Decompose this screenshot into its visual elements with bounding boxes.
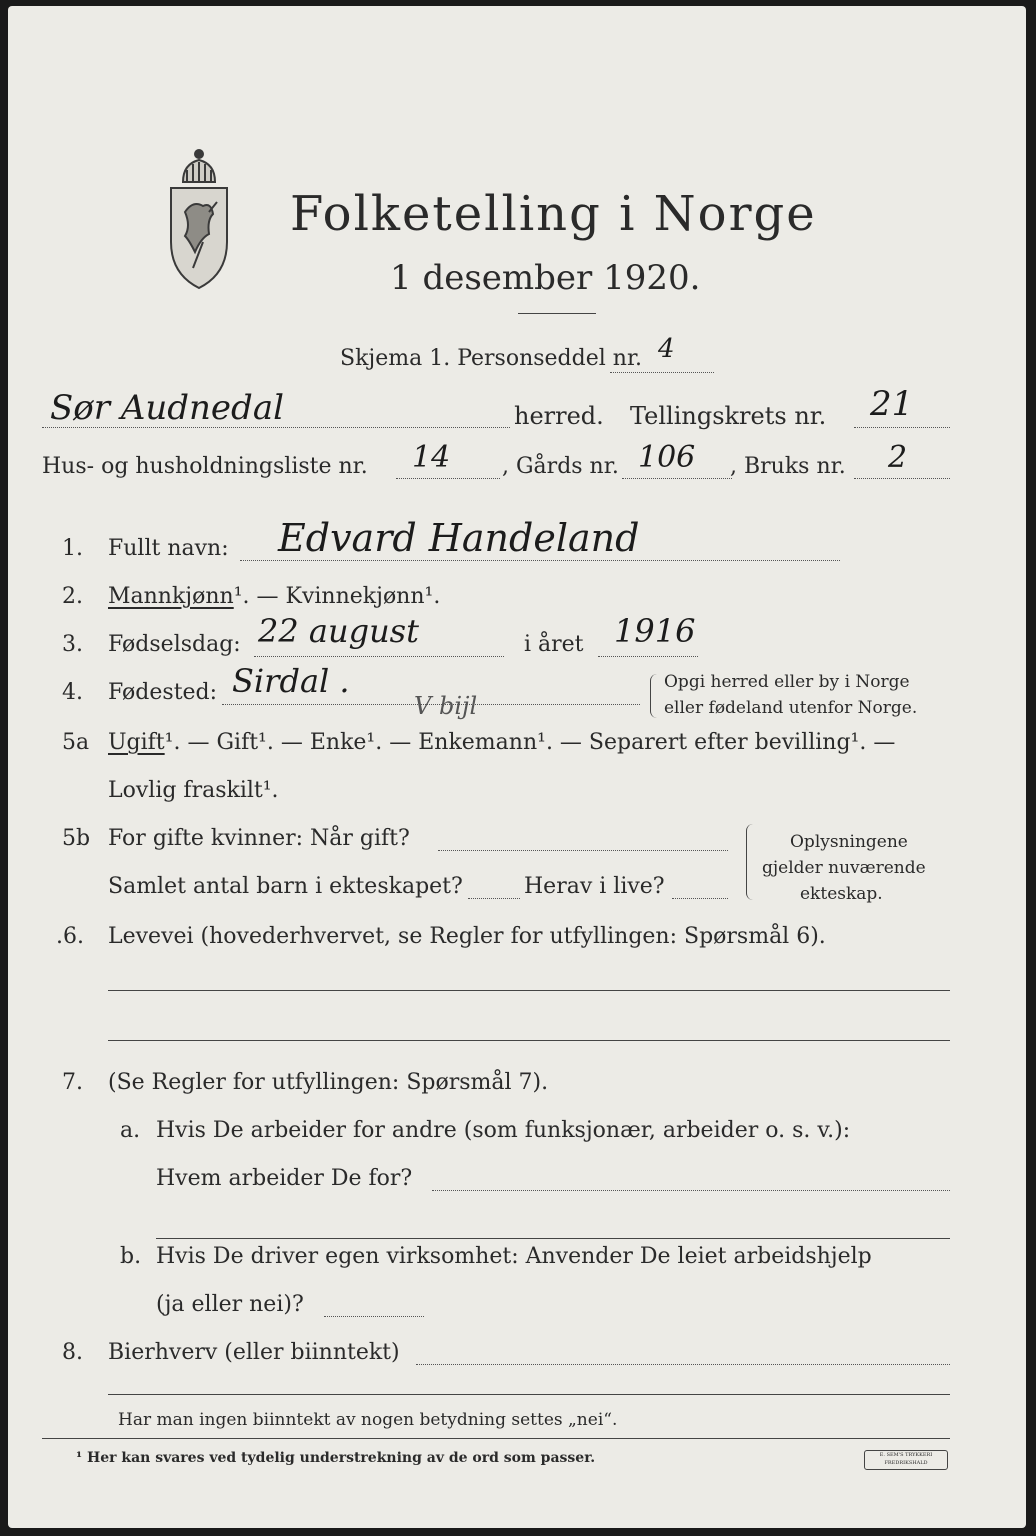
schema-label: Skjema 1. Personseddel nr. <box>340 346 643 371</box>
q7a-number: a. <box>120 1118 141 1143</box>
footer-divider <box>42 1438 950 1439</box>
q5a-number: 5a <box>62 730 90 755</box>
q3-label: Fødselsdag: <box>108 632 241 657</box>
q7a-text2: Hvem arbeider De for? <box>156 1166 413 1191</box>
bruks-value: 2 <box>888 440 908 475</box>
q5a-options <box>108 730 895 755</box>
q6-answer-line2 <box>108 1040 950 1041</box>
q8-answer-line <box>108 1394 950 1395</box>
schema-value: 4 <box>658 334 675 364</box>
herred-label: herred. <box>514 402 604 430</box>
krets-field-line <box>854 427 950 428</box>
herred-value: Sør Audnedal <box>50 388 284 428</box>
q7b-text2: (ja eller nei)? <box>156 1292 304 1317</box>
q7-number: 7. <box>62 1070 83 1095</box>
q3-year-label: i året <box>524 632 584 657</box>
q8-label: Bierhverv (eller biinntekt) <box>108 1340 400 1365</box>
q7a-text: Hvis De arbeider for andre (som funksjonær, arbeider o. s. v.): <box>156 1118 851 1143</box>
q5b-alive-line <box>672 898 728 899</box>
q1-field-line <box>240 560 840 561</box>
form-title: Folketelling i Norge <box>290 186 817 242</box>
q2-options <box>108 584 440 609</box>
q4-number: 4. <box>62 680 83 705</box>
q5b-note-brace <box>746 824 753 900</box>
schema-field-line <box>610 372 714 373</box>
hus-value: 14 <box>412 440 451 475</box>
bruks-label: , Bruks nr. <box>730 454 846 479</box>
q1-value: Edvard Handeland <box>278 516 640 560</box>
q2-female-option[interactable]: Kvinnekjønn¹. <box>285 584 441 609</box>
krets-value: 21 <box>870 384 914 424</box>
q5b-note-line2: gjelder nuværende <box>762 858 926 878</box>
form-date: 1 desember 1920. <box>390 258 701 298</box>
q8-field-line <box>416 1364 950 1365</box>
q2-number: 2. <box>62 584 83 609</box>
q2-separator: ¹. — <box>233 584 286 609</box>
q7a-field-line <box>432 1190 950 1191</box>
gards-label: , Gårds nr. <box>502 454 619 479</box>
q1-number: 1. <box>62 536 83 561</box>
q7-label: (Se Regler for utfyllingen: Spørsmål 7). <box>108 1070 549 1095</box>
gards-field-line <box>622 478 732 479</box>
q5b-note-line1: Oplysningene <box>790 832 908 852</box>
gards-value: 106 <box>638 440 696 475</box>
herred-field-line <box>42 427 510 428</box>
q5b-children-label: Samlet antal barn i ekteskapet? <box>108 874 463 899</box>
bruks-field-line <box>854 478 950 479</box>
q5b-alive-label: Herav i live? <box>524 874 665 899</box>
printer-stamp: E. SEM'S TRYKKERI FREDRIKSHALD <box>864 1450 948 1470</box>
q5b-children-line <box>468 898 520 899</box>
q5b-married-label: For gifte kvinner: Når gift? <box>108 826 410 851</box>
q4-label: Fødested: <box>108 680 218 705</box>
title-divider <box>518 313 596 314</box>
q7a-answer-line <box>156 1238 950 1239</box>
q6-number: .6. <box>56 924 84 949</box>
hus-field-line <box>396 478 500 479</box>
krets-label: Tellingskrets nr. <box>630 402 827 430</box>
coat-of-arms-icon <box>163 142 235 292</box>
q5a-line2: Lovlig fraskilt¹. <box>108 778 279 803</box>
q4-scribble: V bijl <box>414 692 478 720</box>
q6-answer-line1 <box>108 990 950 991</box>
q8-number: 8. <box>62 1340 83 1365</box>
hus-label: Hus- og husholdningsliste nr. <box>42 454 368 479</box>
q4-note-line1: Opgi herred eller by i Norge <box>664 672 910 692</box>
q3-year-line <box>598 656 698 657</box>
q3-value: 22 august <box>258 612 419 650</box>
q4-value: Sirdal . <box>232 662 350 700</box>
q4-note-brace <box>650 674 657 718</box>
q6-label: Levevei (hovederhvervet, se Regler for utfyllingen: Spørsmål 6). <box>108 924 826 949</box>
q7b-field-line <box>324 1316 424 1317</box>
q7b-number: b. <box>120 1244 142 1269</box>
q4-note-line2: eller fødeland utenfor Norge. <box>664 698 918 718</box>
q5a-other-options: ¹. — Gift¹. — Enke¹. — Enkemann¹. — Separert efter bevilling¹. — <box>164 730 896 755</box>
footer-note: Har man ingen biinntekt av nogen betydning settes „nei“. <box>118 1410 618 1430</box>
q7b-text: Hvis De driver egen virksomhet: Anvender De leiet arbeidshjelp <box>156 1244 872 1269</box>
census-form <box>8 6 1026 1528</box>
q5b-married-line <box>438 850 728 851</box>
q3-field-line <box>254 656 504 657</box>
q3-number: 3. <box>62 632 83 657</box>
q5b-number: 5b <box>62 826 91 851</box>
footnote: ¹ Her kan svares ved tydelig understrekning av de ord som passer. <box>76 1450 596 1466</box>
q5a-ugift-option[interactable]: Ugift <box>108 730 165 755</box>
q1-label: Fullt navn: <box>108 536 229 561</box>
q5b-note-line3: ekteskap. <box>800 884 883 904</box>
q2-male-option[interactable]: Mannkjønn <box>108 584 234 609</box>
q3-year-value: 1916 <box>614 612 696 650</box>
